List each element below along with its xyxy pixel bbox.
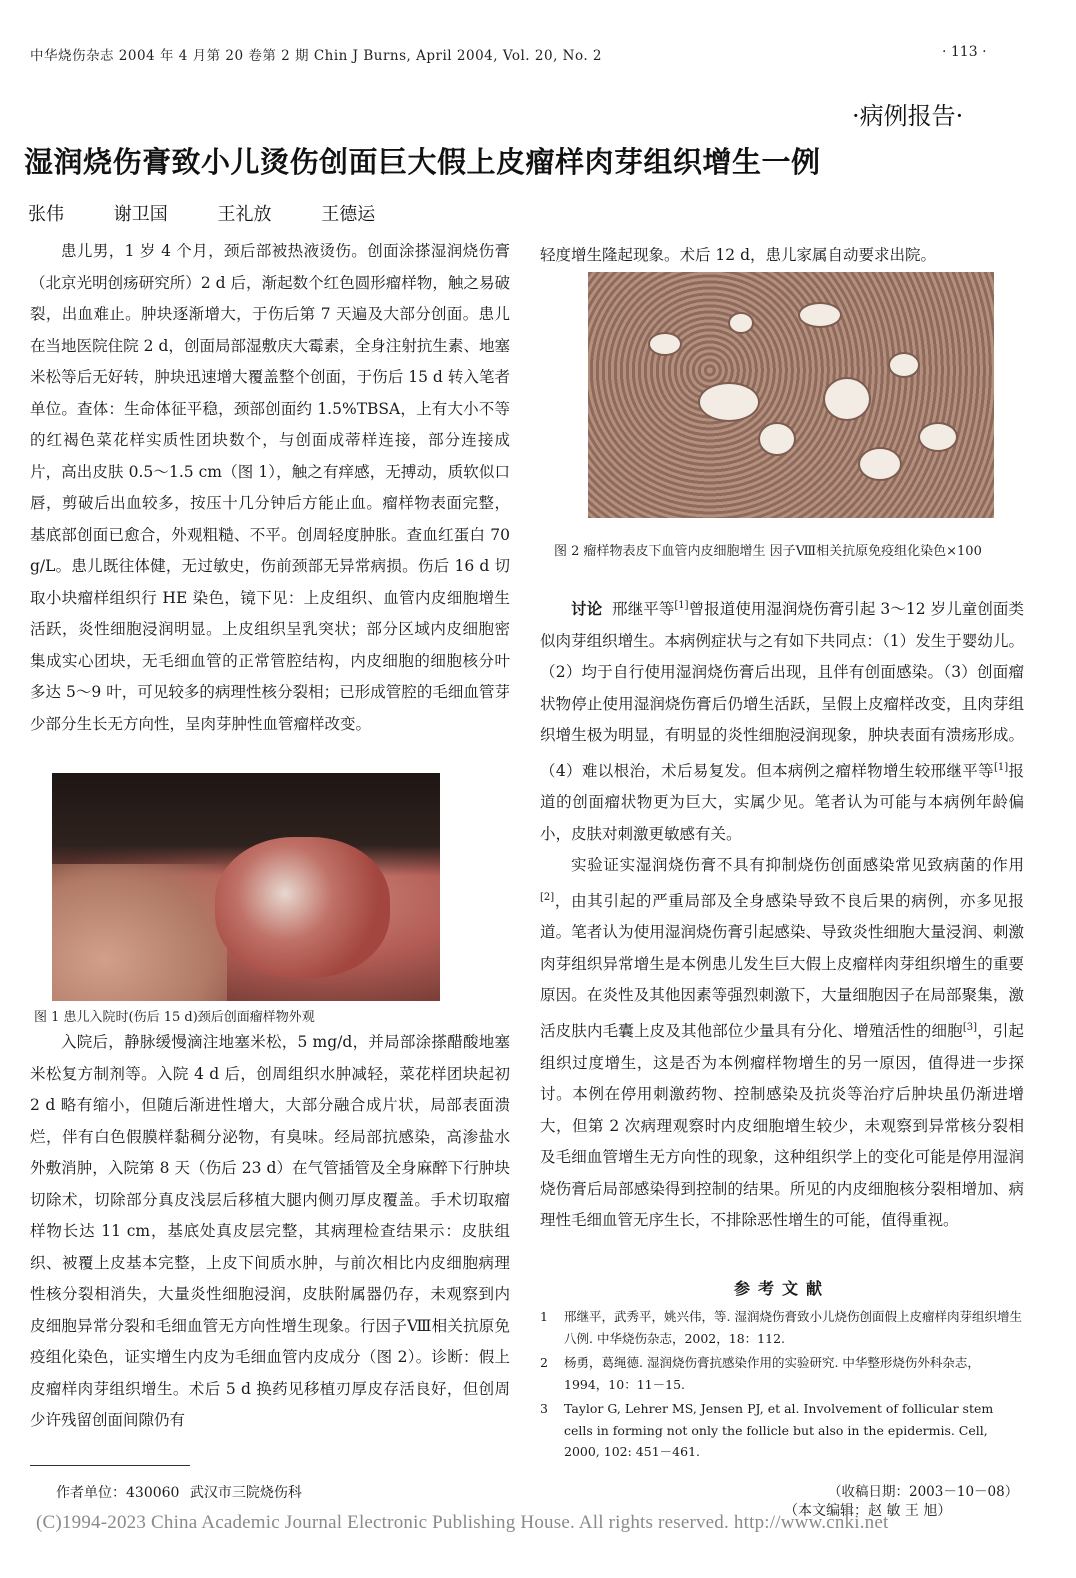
vessel-lumen — [858, 447, 902, 481]
discussion-paragraph-1: 讨论 邢继平等[1]曾报道使用湿润烧伤膏引起 3～12 岁儿童创面类似肉芽组织增生。本病例症状与之有如下共同点：（1）发生于婴幼儿。（2）均于自行使用湿润烧伤膏后出现，且伴有创面感染。（3）创面瘤状物停止使用湿润烧伤膏后仍增生活跃，呈假上皮瘤样改变，且肉芽组织增生极为明显，有明显的炎性细胞浸润现象，肿块表面有溃疡形成。（4）难以根治，术后易复发。但本病例之瘤样物增生较邢继平等[1]报道的创面瘤状物更为巨大，实属少见。笔者认为可能与本病例年龄偏小，皮肤对刺激更敏感有关。 — [540, 599, 1024, 843]
discussion-paragraph-2: 实验证实湿润烧伤膏不具有抑制烧伤创面感染常见致病菌的作用[2]，由其引起的严重局部及全身感染导致不良后果的病例，亦多见报道。笔者认为使用湿润烧伤膏引起感染、导致炎性细胞大量浸润、刺激肉芽组织异常增生是本例患儿发生巨大假上皮瘤样肉芽组织增生的重要原因。在炎性及其他因素等强烈刺激下，大量细胞因子在局部聚集，激活皮肤内毛囊上皮及其他部位少量具有分化、增殖活性的细胞[3]，引起组织过度增生，这是否为本例瘤样物增生的另一原因，值得进一步探讨。本例在停用刺激药物、控制感染及抗炎等治疗后肿块虽仍渐进增大，但第 2 次病理观察时内皮细胞增生较少，未观察到异常核分裂相及毛细血管增生无方向性的现象，这种组织学上的变化可能是停用湿润烧伤膏后局部感染得到控制的结果。所见的内皮细胞核分裂相增加、病理性毛细血管无序生长，不排除恶性增生的可能，值得重视。 — [540, 856, 1024, 1230]
figure-2-micrograph — [588, 272, 994, 518]
vessel-lumen — [798, 302, 842, 328]
section-label: ·病例报告· — [852, 102, 964, 130]
editor-credit: （本文编辑：赵 敏 王 旭） — [784, 1503, 952, 1519]
references-heading: 参考文献 — [733, 1279, 830, 1298]
copyright-watermark: (C)1994-2023 China Academic Journal Electronic Publishing House. All rights reserved. http://www.cnki.net — [36, 1512, 889, 1533]
treatment-paragraph: 入院后，静脉缓慢滴注地塞米松，5 mg/d，并局部涂搽醋酸地塞米松复方制剂等。入院 4 d 后，创周组织水肿减轻，菜花样团块起初 2 d 略有缩小，但随后渐进性增大，大部分融合成片状，局部表面溃烂，伴有白色假膜样黏稠分泌物，有臭味。经局部抗感染，高渗盐水外敷消肿，入院第 8 天（伤后 23 d）在气管插管及全身麻醉下行肿块切除术，切除部分真皮浅层后移植大腿内侧刃厚皮覆盖。手术切取瘤样物长达 11 cm，基底处真皮层完整，其病理检查结果示：皮肤组织、被覆上皮基本完整，上皮下间质水肿，与前次相比内皮细胞病理性核分裂相消失，大量炎性细胞浸润，皮肤附属器仍存，未观察到内皮细胞异常分裂和毛细血管无方向性增生现象。行因子Ⅷ相关抗原免疫组化染色，证实增生内皮为毛细血管内皮成分（图 2）。诊断：假上皮瘤样肉芽组织增生。术后 5 d 换药见移植刃厚皮存活良好，但创周少许残留创面间隙仍有 — [30, 1033, 510, 1429]
discussion-label: 讨论 — [571, 599, 603, 619]
running-header: 中华烧伤杂志 2004 年 4 月第 20 卷第 2 期 Chin J Burns, April 2004, Vol. 20, No. 2 — [30, 48, 603, 64]
reference-item: 2 杨勇，葛绳德. 湿润烧伤膏抗感染作用的实验研究. 中华整形烧伤外科杂志，1994，10：11－15. — [540, 1355, 980, 1392]
figure-1-lesion — [215, 837, 390, 978]
vessel-lumen — [728, 312, 754, 334]
reference-item: 3 Taylor G, Lehrer MS, Jensen PJ, et al. Involvement of follicular stem cells in forming not only the follicle but also in the epidermis. Cell, 2000, 102: 451－461. — [540, 1401, 994, 1459]
page-number: · 113 · — [942, 44, 987, 60]
discussion-column — [540, 590, 1024, 1237]
figure-1-skin-region — [52, 864, 227, 1001]
received-date: （收稿日期：2003－10－08） — [828, 1484, 1019, 1500]
body-right-top — [540, 240, 1024, 272]
citation: [1] — [993, 761, 1009, 773]
author: 谢卫国 — [113, 204, 168, 225]
continuation-line: 轻度增生隆起现象。术后 12 d，患儿家属自动要求出院。 — [540, 246, 937, 264]
vessel-lumen — [888, 352, 920, 378]
citation: [1] — [674, 600, 689, 611]
citation: [3] — [962, 1021, 977, 1033]
author: 王礼放 — [217, 204, 272, 225]
body-left-column-2 — [30, 1027, 510, 1437]
vessel-lumen — [758, 422, 796, 456]
figure-1-caption: 图 1 患儿入院时(伤后 15 d)颈后创面瘤样物外观 — [34, 1010, 315, 1025]
footnote-rule — [30, 1465, 190, 1466]
vessel-lumen — [823, 377, 871, 421]
figure-2-caption: 图 2 瘤样物表皮下血管内皮细胞增生 因子Ⅷ相关抗原免疫组化染色×100 — [554, 544, 982, 559]
figure-1-photo — [52, 773, 440, 1001]
case-paragraph: 患儿男，1 岁 4 个月，颈后部被热液烫伤。创面涂搽湿润烧伤膏（北京光明创疡研究所）2 d 后，渐起数个红色圆形瘤样物，触之易破裂，出血难止。肿块逐渐增大，于伤后第 7 天遍及大部分创面。患儿在当地医院住院 2 d，创面局部湿敷庆大霉素，全身注射抗生素、地塞米松等后无好转，肿块迅速增大覆盖整个创面，于伤后 15 d 转入笔者单位。查体：生命体征平稳，颈部创面约 1.5%TBSA，上有大小不等的红褐色菜花样实质性团块数个，与创面成蒂样连接，部分连接成片，高出皮肤 0.5～1.5 cm（图 1），触之有痒感，无搏动，质软似口唇，剪破后出血较多，按压十几分钟后方能止血。瘤样物表面完整，基底部创面已愈合，外观粗糙、不平。创周轻度肿胀。查血红蛋白 70 g/L。患儿既往体健，无过敏史，伤前颈部无异常病损。伤后 16 d 切取小块瘤样组织行 HE 染色，镜下见：上皮组织、血管内皮细胞增生活跃，炎性细胞浸润明显。上皮组织呈乳突状；部分区域内皮细胞密集成实心团块，无毛细血管的正常管腔结构，内皮细胞的细胞核分叶多达 5～9 叶，可见较多的病理性核分裂相；已形成管腔的毛细血管芽少部分生长无方向性，呈肉芽肿性血管瘤样改变。 — [30, 242, 510, 733]
author-affiliation: 作者单位：430060 武汉市三院烧伤科 — [56, 1485, 302, 1501]
vessel-lumen — [918, 422, 958, 452]
citation: [2] — [540, 891, 555, 903]
author: 王德运 — [321, 204, 376, 225]
author-list — [28, 200, 405, 226]
body-left-column — [30, 236, 510, 740]
article-title: 湿润烧伤膏致小儿烫伤创面巨大假上皮瘤样肉芽组织增生一例 — [24, 145, 821, 179]
reference-item: 1 邢继平，武秀平，姚兴伟，等. 湿润烧伤膏致小儿烧伤创面假上皮瘤样肉芽组织增生八例. 中华烧伤杂志，2002，18：112. — [540, 1309, 1022, 1346]
vessel-lumen — [648, 332, 682, 356]
vessel-lumen — [698, 382, 760, 422]
author: 张伟 — [28, 204, 64, 225]
reference-list — [540, 1306, 1024, 1466]
